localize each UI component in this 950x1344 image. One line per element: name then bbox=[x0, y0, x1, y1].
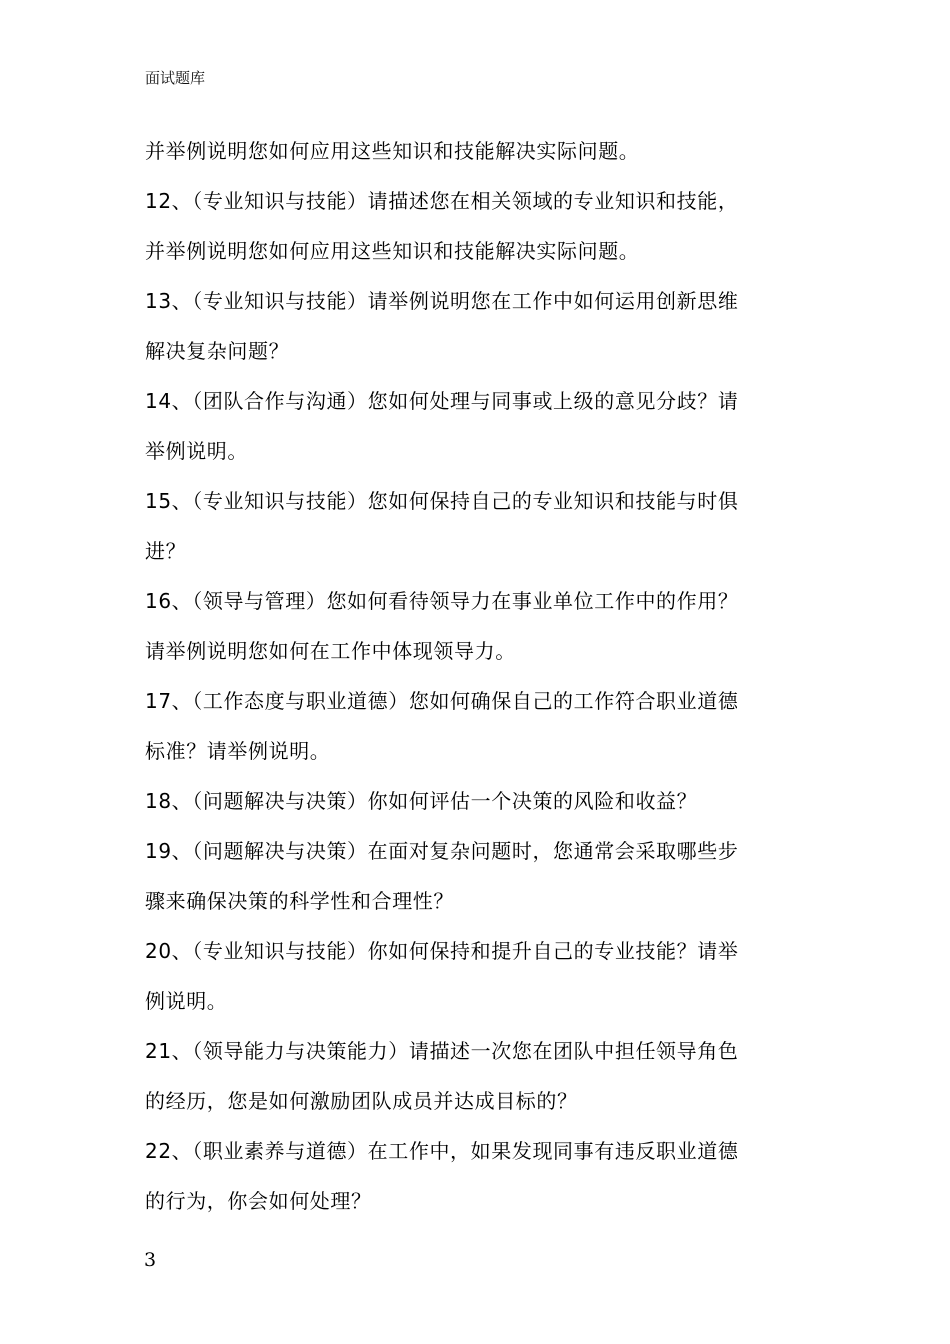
text-line: 并举例说明您如何应用这些知识和技能解决实际问题。 bbox=[145, 139, 640, 163]
question-19-line-1: 19、（问题解决与决策）在面对复杂问题时，您通常会采取哪些步 bbox=[145, 839, 739, 863]
question-16-line-1: 16、（领导与管理）您如何看待领导力在事业单位工作中的作用？ bbox=[145, 589, 739, 613]
question-22-line-1: 22、（职业素养与道德）在工作中，如果发现同事有违反职业道德 bbox=[145, 1139, 739, 1163]
page-number: 3 bbox=[144, 1249, 157, 1271]
running-header: 面试题库 bbox=[145, 69, 206, 87]
question-21-line-2: 的经历，您是如何激励团队成员并达成目标的？ bbox=[145, 1089, 578, 1113]
question-17-line-1: 17、（工作态度与职业道德）您如何确保自己的工作符合职业道德 bbox=[145, 689, 739, 713]
question-15-line-1: 15、（专业知识与技能）您如何保持自己的专业知识和技能与时俱 bbox=[145, 489, 739, 513]
question-14-line-2: 举例说明。 bbox=[145, 439, 248, 463]
question-14-line-1: 14、（团队合作与沟通）您如何处理与同事或上级的意见分歧？请 bbox=[145, 389, 739, 413]
question-15-line-2: 进？ bbox=[145, 539, 187, 563]
question-20-line-2: 例说明。 bbox=[145, 989, 228, 1013]
question-20-line-1: 20、（专业知识与技能）你如何保持和提升自己的专业技能？请举 bbox=[145, 939, 739, 963]
question-19-line-2: 骤来确保决策的科学性和合理性？ bbox=[145, 889, 454, 913]
question-18-line-1: 18、（问题解决与决策）你如何评估一个决策的风险和收益？ bbox=[145, 789, 698, 813]
question-12-line-2: 并举例说明您如何应用这些知识和技能解决实际问题。 bbox=[145, 239, 640, 263]
question-16-line-2: 请举例说明您如何在工作中体现领导力。 bbox=[145, 639, 516, 663]
question-13-line-1: 13、（专业知识与技能）请举例说明您在工作中如何运用创新思维 bbox=[145, 289, 739, 313]
question-17-line-2: 标准？请举例说明。 bbox=[145, 739, 331, 763]
question-list bbox=[145, 131, 825, 1231]
question-13-line-2: 解决复杂问题？ bbox=[145, 339, 290, 363]
question-21-line-1: 21、（领导能力与决策能力）请描述一次您在团队中担任领导角色 bbox=[145, 1039, 739, 1063]
question-22-line-2: 的行为，你会如何处理？ bbox=[145, 1189, 372, 1213]
question-12-line-1: 12、（专业知识与技能）请描述您在相关领域的专业知识和技能， bbox=[145, 189, 739, 213]
